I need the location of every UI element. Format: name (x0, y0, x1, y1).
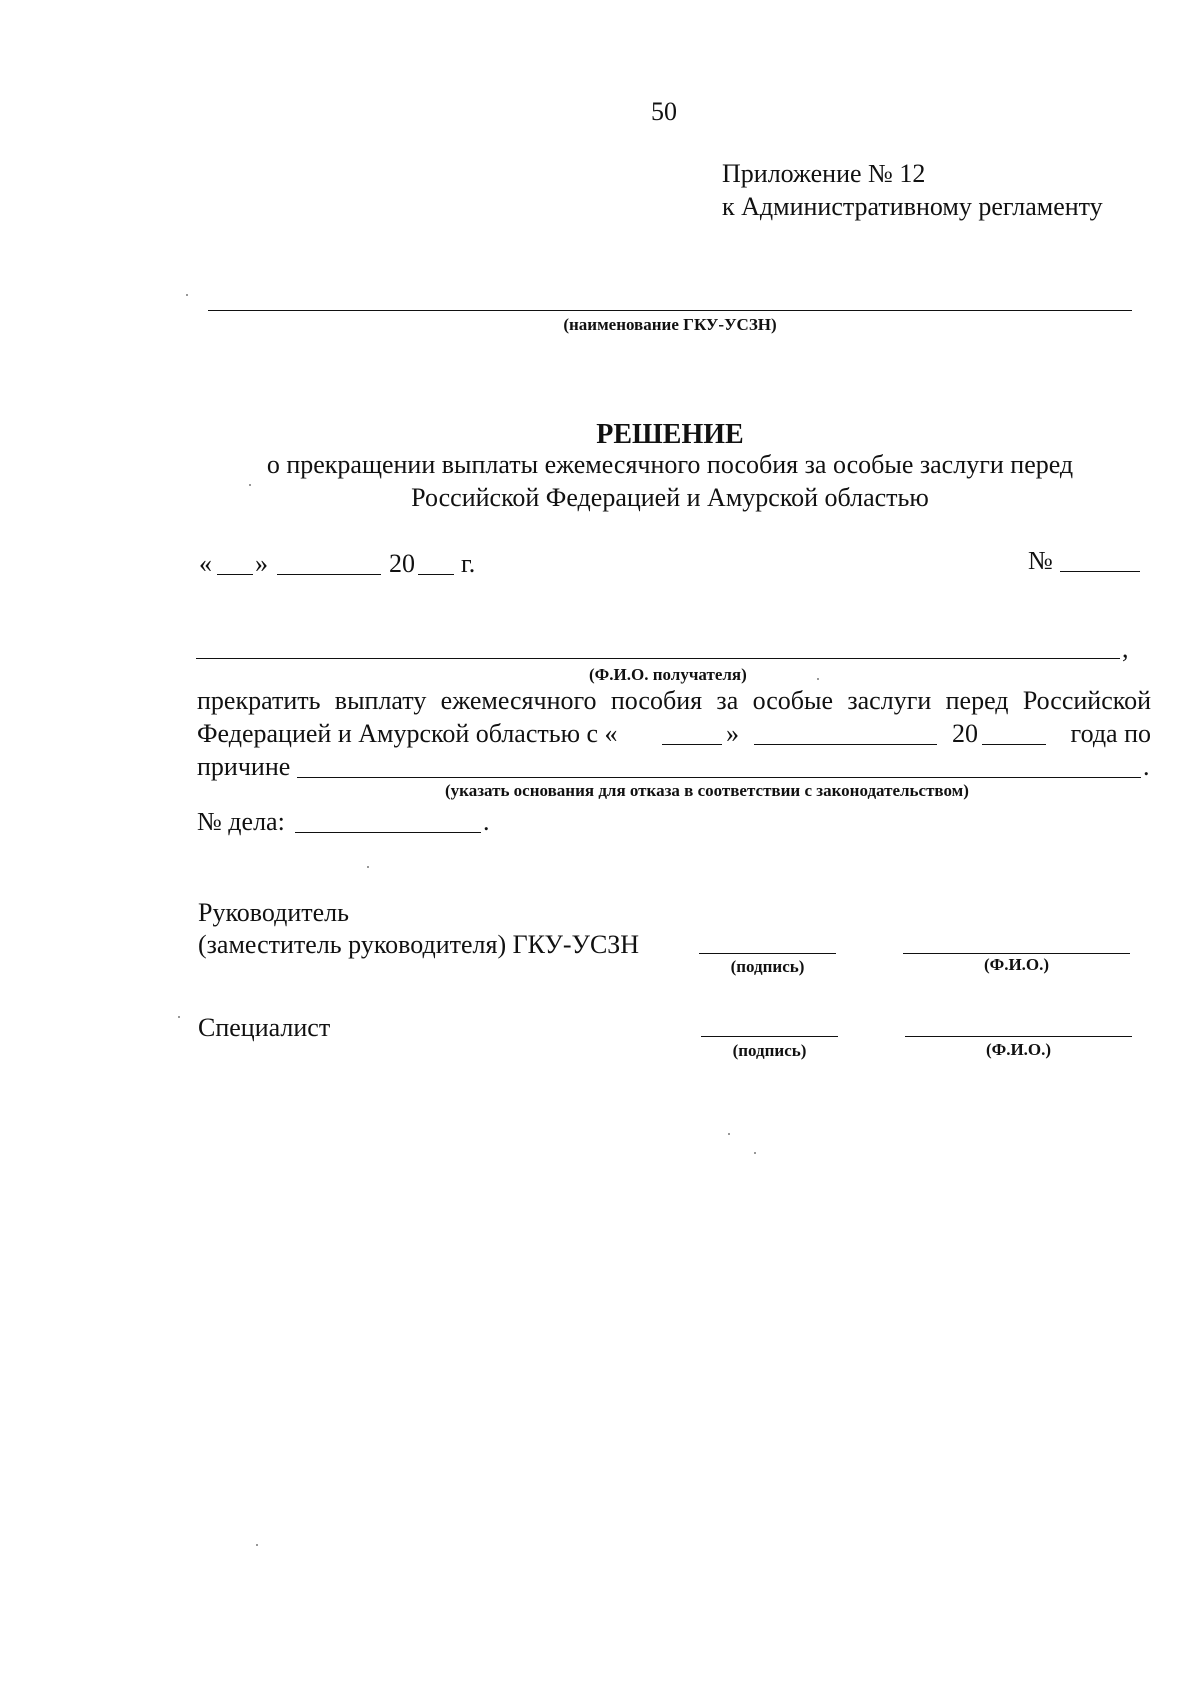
org-name-line (208, 310, 1132, 311)
date-year-suffix: г. (461, 549, 476, 578)
decision-title: РЕШЕНИЕ (596, 419, 744, 450)
scan-speck (728, 1133, 730, 1135)
recipient-name-line (196, 658, 1120, 659)
body-line2 (197, 718, 1151, 750)
appendix-regulation: к Административному регламенту (722, 192, 1103, 221)
appendix-number: Приложение № 12 (722, 159, 926, 188)
body-line2-text: Федерацией и Амурской областью с « (197, 719, 618, 748)
body-line1: прекратить выплату ежемесячного пособия за особые заслуги перед Российской (197, 686, 1151, 715)
scan-speck (186, 294, 188, 296)
reason-blank (297, 777, 1141, 778)
case-number-label: № дела: (197, 807, 285, 836)
specialist-title: Специалист (198, 1013, 331, 1042)
reason-period: . (1143, 752, 1150, 781)
date-year-blank (418, 574, 454, 575)
body-line2-end: года по (1070, 719, 1151, 748)
date-year-prefix: 20 (389, 549, 415, 578)
start-month-blank (754, 744, 937, 745)
case-number-period: . (483, 807, 490, 836)
date-month-blank (277, 574, 381, 575)
start-day-blank (662, 744, 722, 745)
recipient-caption: (Ф.И.О. получателя) (589, 665, 747, 684)
scan-speck (817, 678, 819, 680)
recipient-comma: , (1122, 634, 1129, 663)
decision-number-label: № (1028, 546, 1053, 575)
body-line2-year: 20 (952, 719, 978, 748)
page-number: 50 (651, 97, 677, 126)
decision-number-blank (1060, 571, 1140, 572)
decision-subtitle-line2: Российской Федерацией и Амурской областью (411, 483, 929, 512)
head-title-line2: (заместитель руководителя) ГКУ-УСЗН (198, 930, 640, 959)
scan-speck (256, 1544, 258, 1546)
date-day-blank (217, 574, 253, 575)
start-year-blank (982, 744, 1046, 745)
specialist-signature-caption: (подпись) (732, 1041, 807, 1060)
body-line2-close-quote: » (726, 719, 739, 748)
scan-speck (367, 866, 369, 868)
specialist-signature-line (701, 1036, 838, 1037)
head-name-caption: (Ф.И.О.) (983, 955, 1050, 974)
case-number-blank (295, 832, 481, 833)
head-title-line1: Руководитель (198, 898, 349, 927)
scan-speck (178, 1016, 180, 1018)
specialist-name-line (905, 1036, 1132, 1037)
scan-speck (249, 484, 251, 486)
reason-caption: (указать основания для отказа в соответствии с законодательством) (445, 781, 969, 800)
date-open-quote: « (199, 549, 212, 578)
head-signature-caption: (подпись) (730, 957, 805, 976)
head-signature-line (699, 953, 836, 954)
reason-label: причине (197, 752, 291, 781)
decision-subtitle-line1: о прекращении выплаты ежемесячного пособия за особые заслуги перед (266, 450, 1074, 479)
specialist-name-caption: (Ф.И.О.) (985, 1040, 1052, 1059)
scan-speck (754, 1152, 756, 1154)
date-close-quote: » (255, 549, 268, 578)
org-name-caption: (наименование ГКУ-УСЗН) (563, 315, 777, 334)
